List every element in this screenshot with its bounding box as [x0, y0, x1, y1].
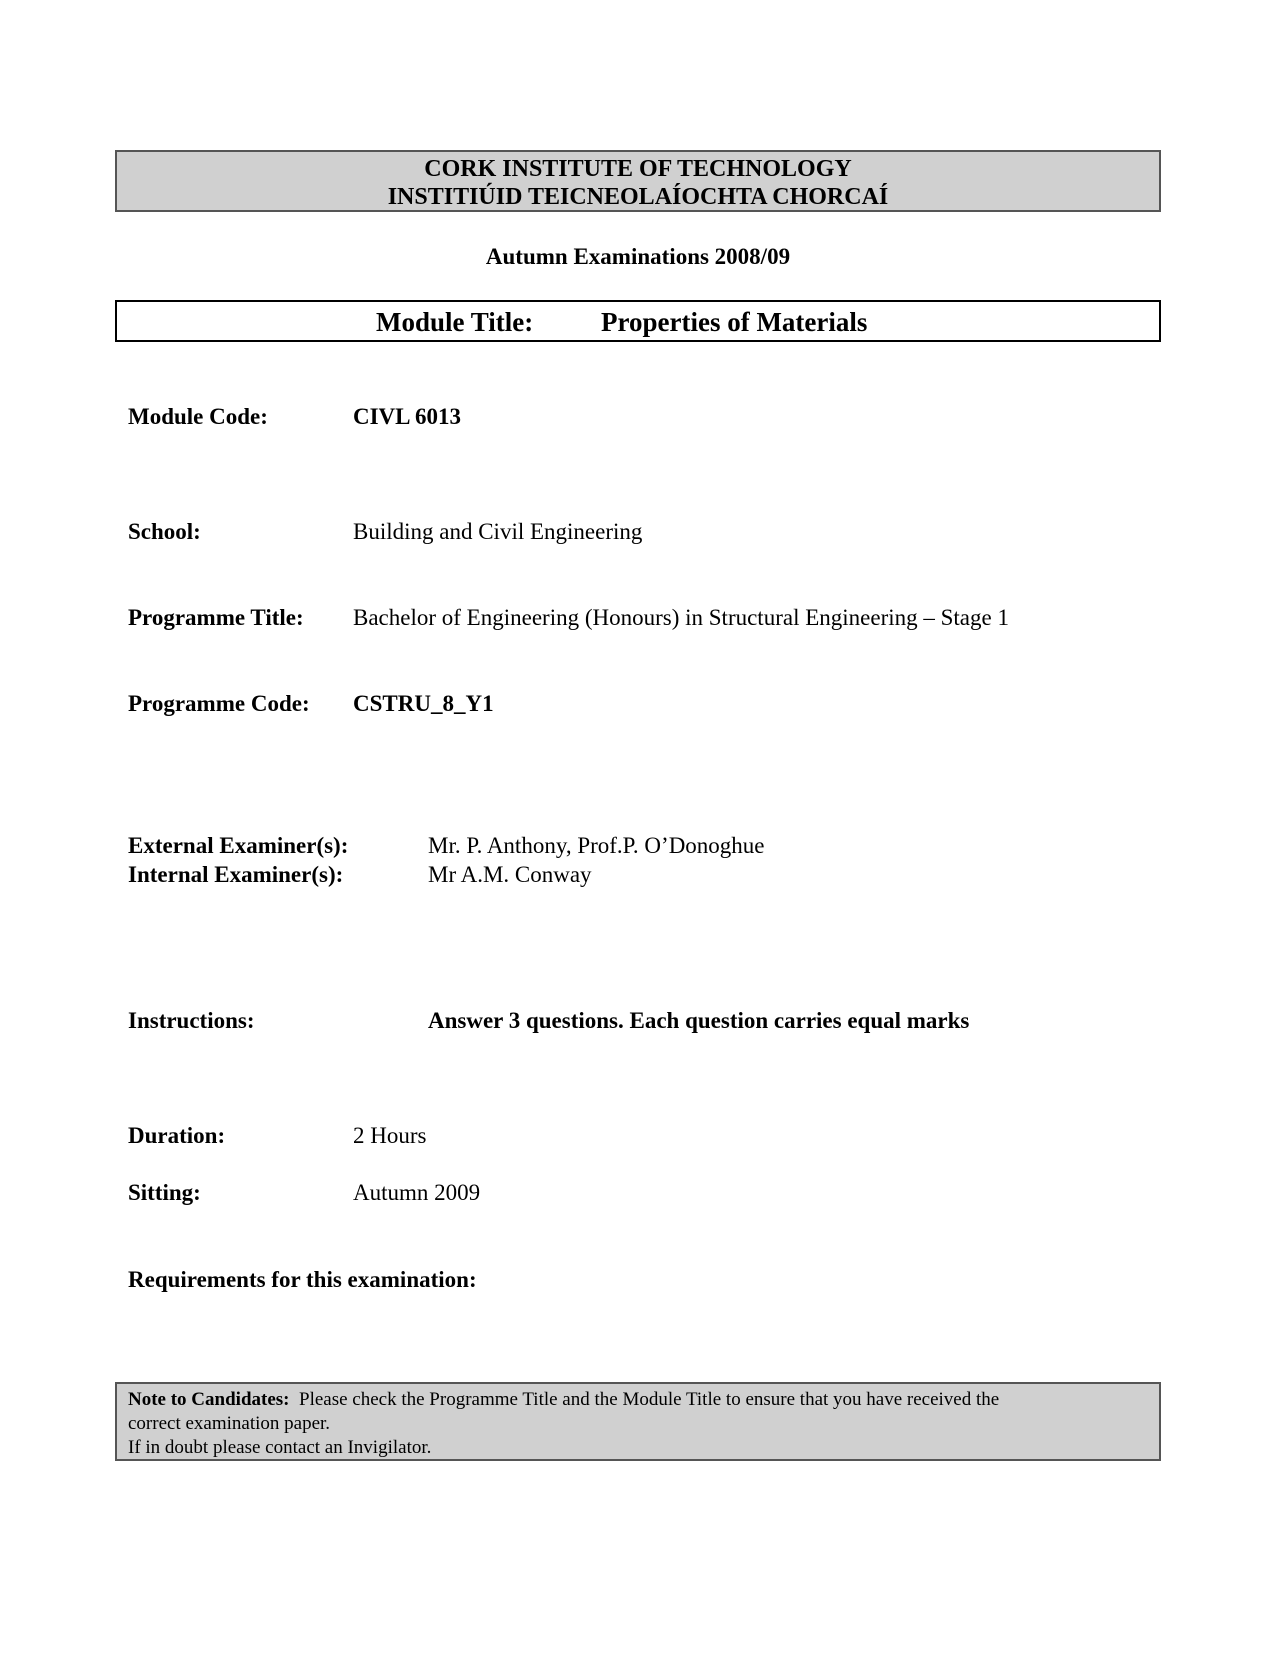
module-title-box — [115, 300, 1161, 342]
institute-name-irish: INSTITIÚID TEICNEOLAÍOCHTA CHORCAÍ — [387, 184, 889, 210]
note-label: Note to Candidates: — [128, 1389, 290, 1410]
programme-code-label: Programme Code: — [128, 691, 310, 716]
sitting-value: Autumn 2009 — [353, 1180, 481, 1205]
institute-header-box — [115, 150, 1161, 212]
duration-label: Duration: — [128, 1123, 226, 1148]
note-to-candidates-box — [115, 1382, 1161, 1461]
institute-name-english: CORK INSTITUTE OF TECHNOLOGY — [424, 156, 852, 182]
module-title-label: Module Title: — [376, 307, 534, 337]
external-examiners-label: External Examiner(s): — [128, 833, 349, 858]
instructions-label: Instructions: — [128, 1008, 255, 1033]
note-text-line-1: Please check the Programme Title and the Module Title to ensure that you have received the — [289, 1389, 1000, 1410]
programme-title-value: Bachelor of Engineering (Honours) in Structural Engineering – Stage 1 — [353, 605, 1009, 630]
exam-session-title: Autumn Examinations 2008/09 — [485, 244, 791, 269]
module-title-value: Properties of Materials — [601, 307, 868, 337]
external-examiners-value: Mr. P. Anthony, Prof.P. O’Donoghue — [428, 833, 765, 858]
school-label: School: — [128, 519, 201, 544]
module-code-label: Module Code: — [128, 404, 268, 429]
internal-examiners-label: Internal Examiner(s): — [128, 862, 344, 887]
internal-examiners-value: Mr A.M. Conway — [428, 862, 592, 887]
sitting-label: Sitting: — [128, 1180, 201, 1205]
programme-title-label: Programme Title: — [128, 605, 304, 630]
note-line-1 — [128, 1388, 1159, 1412]
school-value: Building and Civil Engineering — [353, 519, 643, 544]
programme-code-value: CSTRU_8_Y1 — [353, 691, 494, 716]
duration-value: 2 Hours — [353, 1123, 427, 1148]
module-code-value: CIVL 6013 — [353, 404, 461, 429]
note-text-line-2: correct examination paper. — [128, 1413, 331, 1434]
note-text-line-3: If in doubt please contact an Invigilator. — [128, 1437, 432, 1458]
requirements-label: Requirements for this examination: — [128, 1267, 477, 1292]
instructions-value: Answer 3 questions. Each question carries equal marks — [428, 1008, 970, 1033]
